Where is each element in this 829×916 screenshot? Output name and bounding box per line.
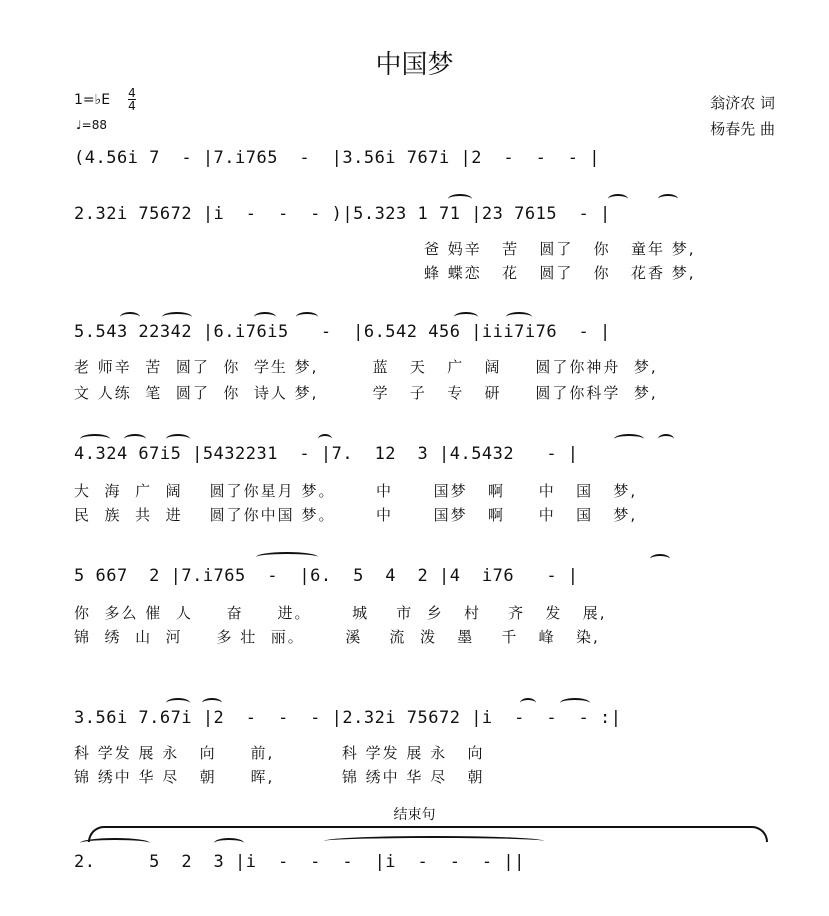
time-sig-bottom: 4 xyxy=(128,99,136,113)
lyric-row-5-verse-1: 你 多么 催 人 奋 进。 城 市 乡 村 齐 发 展, xyxy=(74,604,607,622)
notes-row-1: (4.56i 7 - |7.i765 - |3.56i 767i |2 - - - | xyxy=(74,148,601,168)
slur xyxy=(454,312,478,322)
tempo-marking: ♩=88 xyxy=(76,118,107,132)
score-row-2 xyxy=(74,204,774,234)
credits xyxy=(710,90,775,142)
lyric-row-4-verse-2: 民 族 共 进 圆了你中国 梦。 中 国梦 啊 中 国 梦, xyxy=(74,506,638,524)
slur xyxy=(520,698,536,708)
slur xyxy=(658,194,678,204)
lyric-row-2-verse-2: 蜂 蝶恋 花 圆了 你 花香 梦, xyxy=(424,264,696,282)
slur xyxy=(658,434,674,444)
slur xyxy=(124,434,146,444)
slur xyxy=(214,838,244,848)
ending-label: 结束句 xyxy=(393,807,436,823)
score-row-5 xyxy=(74,566,774,596)
slur xyxy=(80,434,110,444)
slur xyxy=(608,194,628,204)
score-row-4 xyxy=(74,444,774,474)
song-title: 中国梦 xyxy=(375,50,454,80)
notes-row-2: 2.32i 75672 |i - - - )|5.323 1 71 |23 7615 - | xyxy=(74,204,611,224)
key-signature: 1=♭E xyxy=(74,92,111,108)
time-signature xyxy=(128,87,136,112)
lyricist: 翁济农 词 xyxy=(710,94,775,112)
notes-row-6: 3.56i 7.67i |2 - - - |2.32i 75672 |i - - - :| xyxy=(74,708,622,728)
slur xyxy=(162,312,192,322)
slur xyxy=(256,552,318,562)
score-row-1 xyxy=(74,148,774,178)
slur xyxy=(324,836,544,846)
slur xyxy=(254,312,276,322)
notes-row-ending: 2. 5 2 3 |i - - - |i - - - || xyxy=(74,852,525,872)
score-row-6 xyxy=(74,708,774,738)
lyric-row-6-verse-2: 锦 绣中 华 尽 朝 晖, 锦 绣中 华 尽 朝 xyxy=(74,768,485,786)
notes-row-3: 5.543 22342 |6.i76i5 - |6.542 456 |iii7i76 - | xyxy=(74,322,611,342)
lyric-row-6-verse-1: 科 学发 展 永 向 前, 科 学发 展 永 向 xyxy=(74,744,485,762)
lyric-row-2-verse-1: 爸 妈辛 苦 圆了 你 童年 梦, xyxy=(424,240,696,258)
slur xyxy=(614,434,644,444)
slur xyxy=(202,698,222,708)
lyric-row-3-verse-2: 文 人练 笔 圆了 你 诗人 梦, 学 子 专 研 圆了你科学 梦, xyxy=(74,384,658,402)
slur xyxy=(296,312,318,322)
slur xyxy=(318,434,332,444)
notes-row-4: 4.324 67i5 |5432231 - |7. 12 3 |4.5432 - | xyxy=(74,444,579,464)
slur xyxy=(506,312,532,322)
lyric-row-3-verse-1: 老 师辛 苦 圆了 你 学生 梦, 蓝 天 广 阔 圆了你神舟 梦, xyxy=(74,358,658,376)
slur xyxy=(560,698,590,708)
slur xyxy=(448,194,472,204)
time-sig-top: 4 xyxy=(128,86,136,100)
lyric-row-4-verse-1: 大 海 广 阔 圆了你星月 梦。 中 国梦 啊 中 国 梦, xyxy=(74,482,638,500)
lyric-row-5-verse-2: 锦 绣 山 河 多 壮 丽。 溪 流 泼 墨 千 峰 染, xyxy=(74,628,600,646)
notes-row-5: 5 667 2 |7.i765 - |6. 5 4 2 |4 i76 - | xyxy=(74,566,579,586)
slur xyxy=(166,698,190,708)
score-row-ending xyxy=(74,852,774,882)
slur xyxy=(80,838,150,848)
slur xyxy=(650,554,670,564)
composer: 杨春先 曲 xyxy=(710,120,775,138)
slur xyxy=(120,312,140,322)
slur xyxy=(166,434,190,444)
score-row-3 xyxy=(74,322,774,352)
